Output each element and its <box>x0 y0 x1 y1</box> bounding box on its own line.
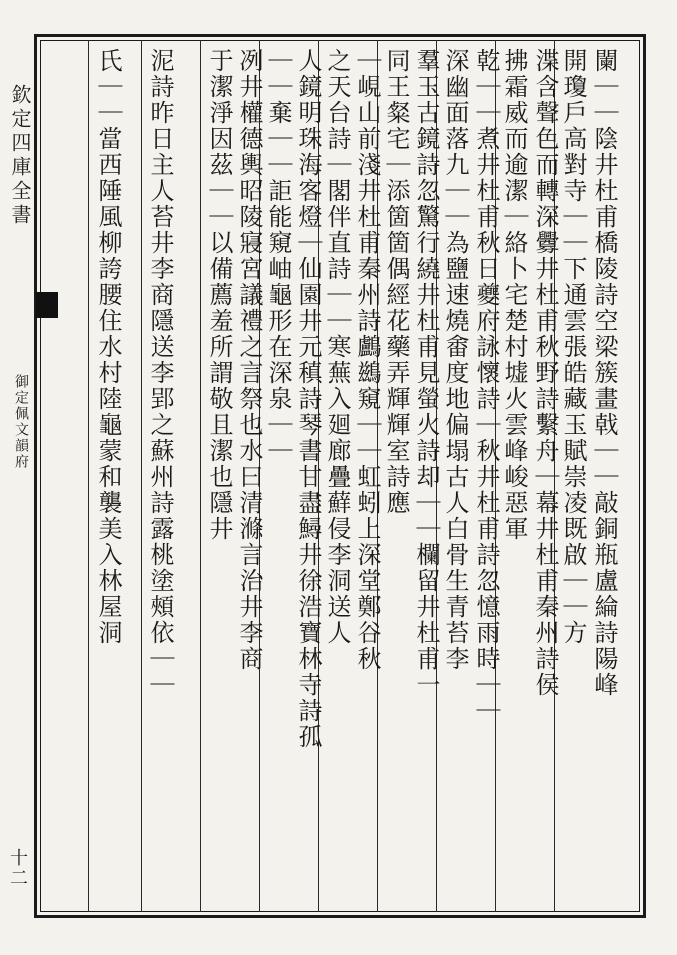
margin-subtitle: 御定佩文韻府 <box>13 374 29 470</box>
text-column-8: 同王粲宅｜添箇箇偶經花藥弄輝輝室詩應 <box>382 48 410 516</box>
text-column-7: 羣玉古鏡詩忽驚行繞井杜甫見螢火詩却｜｜欄留井杜甫一 <box>412 48 440 698</box>
text-column-9: ｜峴山前淺井杜甫秦州詩鸕鷀窺｜｜虹蚓上深堂鄭谷秋 <box>353 48 381 672</box>
text-column-4: 拂霜威而逾潔｜絡卜宅楚村墟火雲峰峻惡軍 <box>500 48 528 542</box>
text-column-16: 氏｜｜當西陲風柳誇腰住水村陸龜蒙和襲美入林屋洞 <box>94 48 122 646</box>
column-rule <box>200 40 201 912</box>
text-column-6: 深幽面落九｜｜為鹽速燒畬度地偏塌古人白骨生青苔李 <box>441 48 469 672</box>
margin-title: 欽定四庫全書 <box>8 84 32 228</box>
column-rule <box>141 40 142 912</box>
margin-strip <box>0 40 34 912</box>
text-column-11: 人鏡明珠海客燈｜仙園井元稹詩琴書甘盡鱘井徐浩寶林寺詩孤 <box>294 48 322 750</box>
fishtail-block <box>36 292 58 318</box>
text-column-2: 開瓊戶高對寺｜｜下通雲張皓藏玉賦崇凌既啟｜｜方 <box>559 48 587 646</box>
text-column-15: 泥詩昨日主人苔井李商隱送李郢之蘇州詩露桃塗頰依｜｜ <box>146 48 174 698</box>
text-column-14: 于潔淨因茲｜｜以備薦羞所謂敬且潔也隱井 <box>205 48 233 542</box>
column-rule <box>88 40 89 912</box>
folio-number: 十二 <box>7 848 28 888</box>
text-column-10: 之天台詩｜閣伴直詩｜｜寒蕪入廻廊疊蘚侵李洞送人 <box>323 48 351 646</box>
text-column-13: 冽井權德輿昭陵寢宮議禮之言祭也水曰清滌言治井李商 <box>235 48 263 672</box>
text-column-3: 渫含聲色而轉深釁井杜甫秋野詩繫舟｜幕井杜甫秦州詩侯 <box>531 48 559 698</box>
text-column-12: ｜｜棄｜｜詎能窺岫龜形在深泉｜｜ <box>264 48 292 464</box>
text-column-5: 乾｜｜煮井杜甫秋日夔府詠懷詩｜秋井杜甫詩忽憶雨時｜｜ <box>472 48 500 724</box>
text-column-1: 闌｜｜陰井杜甫橋陵詩空梁簇畫戟｜｜敲銅瓶盧綸詩陽峰 <box>590 48 618 698</box>
